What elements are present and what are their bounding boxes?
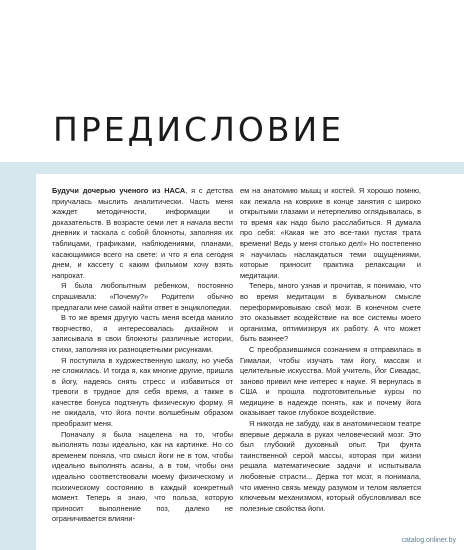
left-column: [52, 186, 233, 525]
right-column: [240, 186, 421, 514]
paragraph: Теперь, много узнав и прочитав, я понимаю, что во время медитации в буквальном смысле переформировываю свой мозг. В конечном счете это оказывает воздействие на все системы моего организма, оптимизируя их работу. А что может быть важнее?: [240, 281, 421, 344]
paragraph: Я никогда не забуду, как в анатомическом театре впервые держала в руках человеческий мозг. Это был глубокий духовный опыт. Три фунта таинственной серой массы, которая при жизни решала математические задачи и испытывала любовные страсти... Держа тот мозг, я понимала, что именно связь между разумом и телом является ключевым механизмом, который обусловливал все полезные свойства йоги.: [240, 419, 421, 513]
paragraph: С преобразившимся сознанием я отправилась в Гималаи, чтобы изучать там йогу, массаж и целительные искусства. Мой учитель, Йог Сивадас, заново привил мне интерес к науке. Я вернулась в США и прошла подготовительные курсы по медицине в надежде понять, как и почему йога оказывает такое глубокое воздействие.: [240, 344, 421, 418]
paragraph-intro: [52, 186, 233, 281]
paragraph-continuation: ем на анатомию мышц и костей. Я хорошо помню, как лежала на коврике в конце занятия с широко открытыми глазами и нетерпеливо оглядывалась, в то время как надо было расслабиться. Я думала про себя: «Какая же это все-таки пустая трата времени! Ведь у меня столько дел!» Но постепенно я научилась наслаждаться теми ощущениями, которые приносит практика релаксации и медитации.: [240, 186, 421, 280]
lead-rest-text: , я с детства приучалась мыслить аналитически. Часть меня жаждет методичности, информации и доказательств. В возрасте семи лет я начала вести дневник и таскала с собой блокноты, заполняя их таблицами, графиками, наблюдениями, планами, касающимися всего на свете: и что я ела сегодня днем, и кассету с каким фильмом хочу взять напрокат.: [52, 186, 233, 280]
paragraph: В то же время другую часть меня всегда манило творчество, я интересовалась дизайном и записывала в свои блокноты различные истории, стихи, заполняя их разноцветными рисунками.: [52, 313, 233, 354]
paragraph: Поначалу я была нацелена на то, чтобы выполнять позы идеально, как на картинке. Но со временем поняла, что смысл йоги не в том, чтобы идеально выполнять асаны, а в том, чтобы они идеально соответствовали моему физическому и психическому состоянию в каждый конкретный момент. Теперь я знаю, что польза, которую приносит выполнение поз, далеко не ограничивается влияни-: [52, 429, 233, 524]
paragraph: Я поступила в художественную школу, но учеба не сложилась. И тогда я, как многие другие, пришла в йогу, надеясь снять стресс и избавиться от тревоги в трудное для себя время, а также в качестве бонуса подтянуть физическую форму. Я не ожидала, что йога почти волшебным образом преобразит меня.: [52, 355, 233, 429]
paragraph: Я была любопытным ребенком, постоянно спрашивала: «Почему?» Родители обычно предлагали мне самой найти ответ в энциклопедии.: [52, 281, 233, 312]
lead-text: Будучи дочерью ученого из НАСА: [52, 186, 186, 195]
chapter-title: ПРЕДИСЛОВИЕ: [53, 110, 345, 149]
watermark: catalog.onliner.by: [401, 537, 456, 544]
